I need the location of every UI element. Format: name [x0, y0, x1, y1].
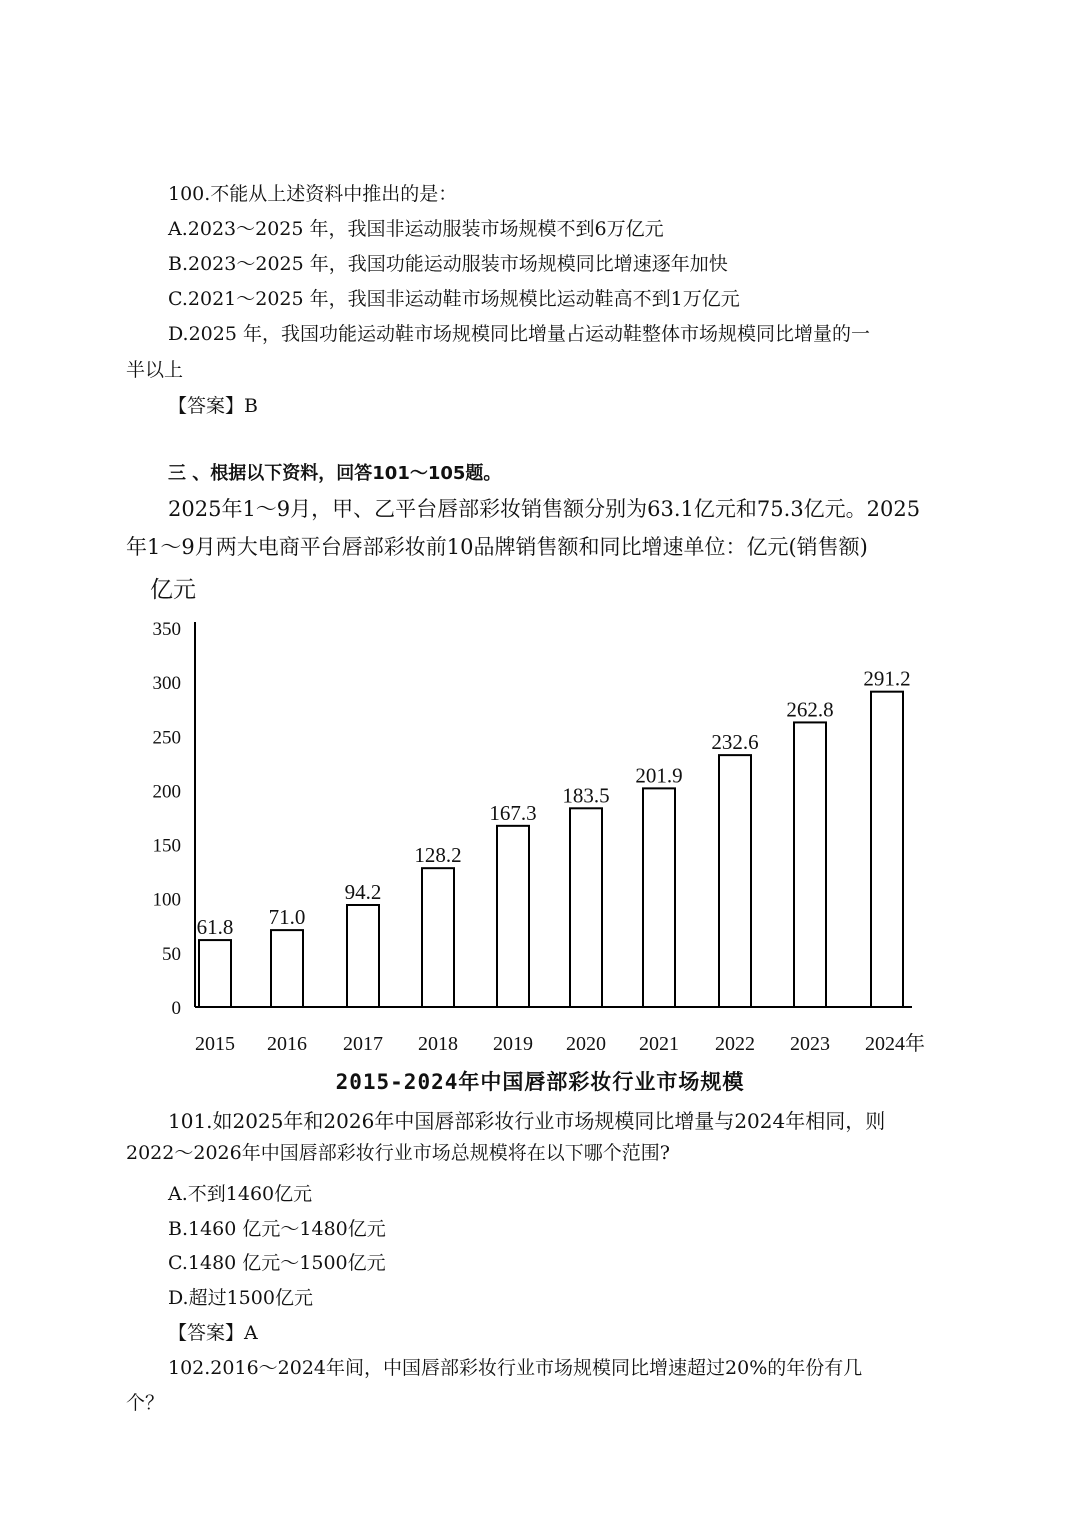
- q102-question-line2: 个？: [126, 1392, 165, 1414]
- x-tick-label: 2022: [715, 1033, 755, 1055]
- y-tick-label: 150: [152, 835, 181, 857]
- q101-question-line2: 2022～2026年中国唇部彩妆行业市场总规模将在以下哪个范围?: [126, 1142, 670, 1164]
- x-tick-label: 2024年: [865, 1033, 925, 1055]
- y-tick-label: 50: [162, 943, 181, 965]
- y-tick-label: 0: [171, 998, 181, 1019]
- bar-value-label: 128.2: [414, 843, 462, 868]
- bar-value-label: 262.8: [786, 697, 834, 722]
- x-tick-label: 2018: [418, 1033, 458, 1055]
- bar-value-label: 201.9: [635, 763, 683, 788]
- bar-value-label: 94.2: [344, 879, 382, 904]
- market-size-bar-chart: [0, 560, 1080, 1060]
- y-tick-label: 350: [152, 619, 181, 640]
- bar-value-label: 291.2: [863, 666, 911, 691]
- y-axis-unit-label: 亿元: [150, 577, 196, 602]
- bar: [643, 788, 675, 1007]
- material-paragraph-line2: 年1～9月两大电商平台唇部彩妆前10品牌销售额和同比增速单位：亿元(销售额): [126, 535, 868, 559]
- q100-option-d: D.2025 年，我国功能运动鞋市场规模同比增量占运动鞋整体市场规模同比增量的一: [168, 323, 870, 345]
- q100-option-a: A.2023～2025 年，我国非运动服装市场规模不到6万亿元: [168, 218, 664, 240]
- bar: [497, 826, 529, 1007]
- bar: [347, 905, 379, 1007]
- bar: [871, 692, 903, 1007]
- bar-value-label: 61.8: [196, 915, 234, 940]
- q100-answer: 【答案】B: [168, 395, 258, 417]
- bar: [199, 940, 231, 1007]
- section-heading: 三 、根据以下资料，回答101～105题。: [168, 463, 502, 484]
- q100-option-d-continued: 半以上: [126, 359, 184, 381]
- x-tick-label: 2017: [343, 1033, 383, 1055]
- material-paragraph-line1: 2025年1～9月，甲、乙平台唇部彩妆销售额分别为63.1亿元和75.3亿元。2025: [168, 497, 921, 521]
- x-tick-label: 2021: [639, 1033, 679, 1055]
- x-tick-label: 2015: [195, 1033, 235, 1055]
- x-tick-label: 2016: [267, 1033, 307, 1055]
- q101-question-line1: 101.如2025年和2026年中国唇部彩妆行业市场规模同比增量与2024年相同，则: [168, 1109, 886, 1133]
- bar: [570, 808, 602, 1007]
- q101-option-b: B.1460 亿元～1480亿元: [168, 1218, 386, 1240]
- bar: [271, 930, 303, 1007]
- y-tick-label: 100: [152, 889, 181, 911]
- bar-value-label: 71.0: [268, 905, 306, 930]
- y-tick-label: 250: [152, 727, 181, 749]
- bar-value-label: 232.6: [711, 730, 759, 755]
- q102-question-line1: 102.2016～2024年间，中国唇部彩妆行业市场规模同比增速超过20%的年份有几: [168, 1357, 863, 1379]
- bar: [719, 755, 751, 1007]
- bar-value-label: 183.5: [562, 783, 610, 808]
- q101-option-a: A.不到1460亿元: [168, 1183, 313, 1205]
- y-tick-label: 200: [152, 781, 181, 803]
- chart-title: 2015-2024年中国唇部彩妆行业市场规模: [335, 1070, 745, 1094]
- q101-option-d: D.超过1500亿元: [168, 1287, 313, 1309]
- q100-option-b: B.2023～2025 年，我国功能运动服装市场规模同比增速逐年加快: [168, 253, 728, 275]
- q101-option-c: C.1480 亿元～1500亿元: [168, 1252, 386, 1274]
- bar: [794, 722, 826, 1007]
- q101-answer: 【答案】A: [168, 1322, 258, 1344]
- bar-value-label: 167.3: [489, 800, 537, 825]
- q100-question: 100.不能从上述资料中推出的是：: [168, 183, 458, 205]
- x-tick-label: 2019: [493, 1033, 533, 1055]
- bar: [422, 868, 454, 1007]
- x-tick-label: 2020: [566, 1033, 606, 1055]
- y-tick-label: 300: [152, 673, 181, 695]
- q100-option-c: C.2021～2025 年，我国非运动鞋市场规模比运动鞋高不到1万亿元: [168, 288, 740, 310]
- x-tick-label: 2023: [790, 1033, 830, 1055]
